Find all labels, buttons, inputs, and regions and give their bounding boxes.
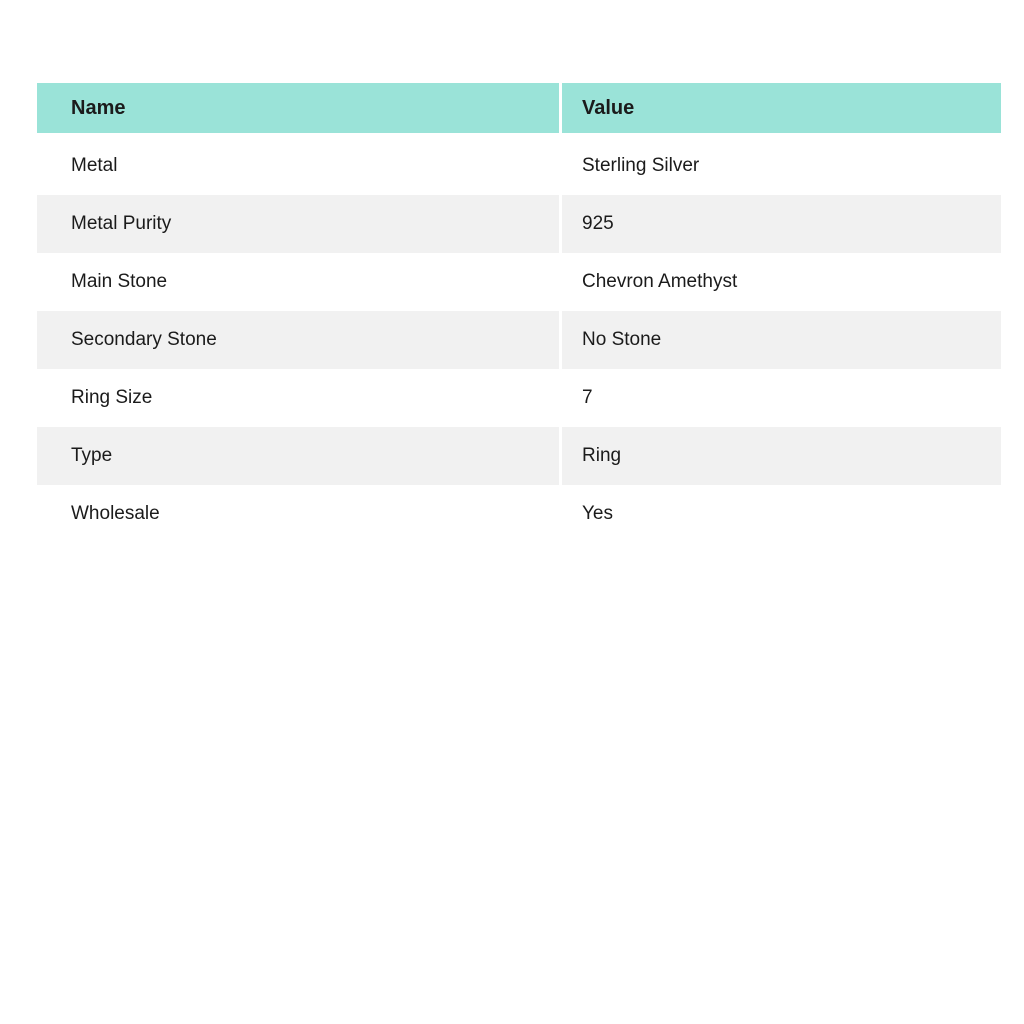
column-header-name: Name <box>37 83 562 137</box>
product-attributes-table <box>37 83 1001 543</box>
table-row <box>37 137 1001 195</box>
attribute-name: Metal Purity <box>37 195 562 253</box>
table-row <box>37 369 1001 427</box>
attribute-name: Wholesale <box>37 485 562 543</box>
attribute-value: Yes <box>562 485 1001 543</box>
attribute-value: Ring <box>562 427 1001 485</box>
table-row <box>37 427 1001 485</box>
attribute-value: Chevron Amethyst <box>562 253 1001 311</box>
table-row <box>37 253 1001 311</box>
column-header-value: Value <box>562 83 1001 137</box>
table-body <box>37 137 1001 543</box>
attribute-name: Metal <box>37 137 562 195</box>
header-row <box>37 83 1001 137</box>
attribute-name: Main Stone <box>37 253 562 311</box>
attribute-name: Secondary Stone <box>37 311 562 369</box>
table-header <box>37 83 1001 137</box>
attribute-name: Ring Size <box>37 369 562 427</box>
attribute-name: Type <box>37 427 562 485</box>
table-row <box>37 195 1001 253</box>
attribute-value: No Stone <box>562 311 1001 369</box>
attribute-value: 925 <box>562 195 1001 253</box>
table-row <box>37 311 1001 369</box>
table-row <box>37 485 1001 543</box>
attribute-value: Sterling Silver <box>562 137 1001 195</box>
attribute-value: 7 <box>562 369 1001 427</box>
